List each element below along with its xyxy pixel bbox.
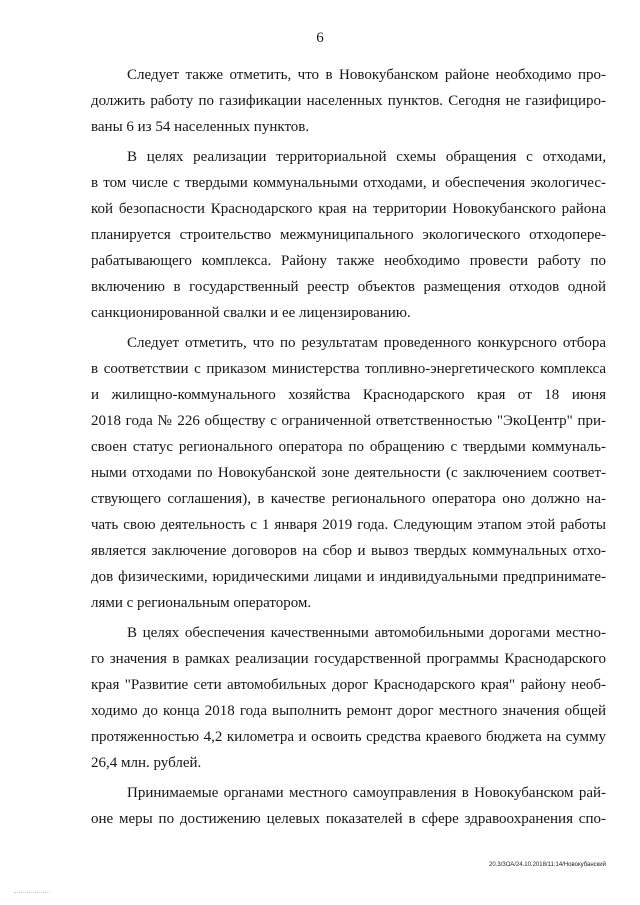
paragraph-3-line-6: ными отходами по Новокубанской зоне деятельности (с заключением соответ- xyxy=(91,465,606,481)
paragraph-4-line-6: 26,4 млн. рублей. xyxy=(91,755,202,771)
paragraph-2-line-3: кой безопасности Краснодарского края на территории Новокубанского района xyxy=(91,201,606,217)
paragraph-3-line-11: лями с региональным оператором. xyxy=(91,595,312,611)
paragraph-4-line-2: го значения в рамках реализации государственной программы Краснодарского xyxy=(91,651,606,667)
paragraph-5-line-1: Принимаемые органами местного самоуправления в Новокубанском рай- xyxy=(127,785,606,801)
page-number: 6 xyxy=(316,30,324,46)
paragraph-3-line-3: и жилищно-коммунального хозяйства Краснодарского края от 18 июня xyxy=(91,387,606,403)
paragraph-3-line-8: чать свою деятельность с 1 января 2019 года. Следующим этапом этой работы xyxy=(91,517,606,533)
paragraph-2-line-5: рабатывающего комплекса. Району также необходимо провести работу по xyxy=(91,253,606,269)
paragraph-4-line-1: В целях обеспечения качественными автомобильными дорогами местно- xyxy=(127,625,606,641)
paragraph-4-line-5: протяженностью 4,2 километра и освоить средства краевого бюджета на сумму xyxy=(91,729,606,745)
paragraph-3-line-7: ствующего соглашения), в качестве регионального оператора оно должно на- xyxy=(91,491,606,507)
paragraph-3-line-4: 2018 года № 226 обществу с ограниченной ответственностью "ЭкоЦентр" при- xyxy=(91,413,606,429)
paragraph-2-line-7: санкционированной свалки и ее лицензированию. xyxy=(91,305,411,321)
paragraph-2-line-6: включению в государственный реестр объектов размещения отходов одной xyxy=(91,279,606,295)
paragraph-4-line-4: ходимо до конца 2018 года выполнить ремонт дорог местного значения общей xyxy=(91,703,606,719)
paragraph-3-line-2: в соответствии с приказом министерства топливно-энергетического комплекса xyxy=(91,361,606,377)
paragraph-1-line-1: Следует также отметить, что в Новокубанском районе необходимо про- xyxy=(127,67,606,83)
paragraph-3-line-1: Следует отметить, что по результатам проведенного конкурсного отбора xyxy=(127,335,606,351)
paragraph-2-line-2: в том числе с твердыми коммунальными отходами, и обеспечения экологичес- xyxy=(91,175,606,191)
paragraph-2-line-4: планируется строительство межмуниципального экологического отходопере- xyxy=(91,227,606,243)
paragraph-3-line-10: дов физическими, юридическими лицами и индивидуальными предпринимате- xyxy=(91,569,606,585)
paragraph-2-line-1: В целях реализации территориальной схемы обращения с отходами, xyxy=(127,149,606,165)
paragraph-4-line-3: края "Развитие сети автомобильных дорог Краснодарского края" району необ- xyxy=(91,677,606,693)
paragraph-1-line-2: должить работу по газификации населенных пунктов. Сегодня не газифициро- xyxy=(91,93,606,109)
scan-edge-divider xyxy=(14,892,50,893)
paragraph-3-line-5: своен статус регионального оператора по обращению с твердыми коммуналь- xyxy=(91,439,606,455)
paragraph-5-line-2: оне меры по достижению целевых показателей в сфере здравоохранения спо- xyxy=(91,811,606,827)
paragraph-1-line-3: ваны 6 из 54 населенных пунктов. xyxy=(91,119,310,135)
paragraph-3-line-9: является заключение договоров на сбор и вывоз твердых коммунальных отхо- xyxy=(91,543,606,559)
document-registration-code: 20.3/3ОА/24.10.2018/11:14/Новокубанский xyxy=(489,862,606,868)
